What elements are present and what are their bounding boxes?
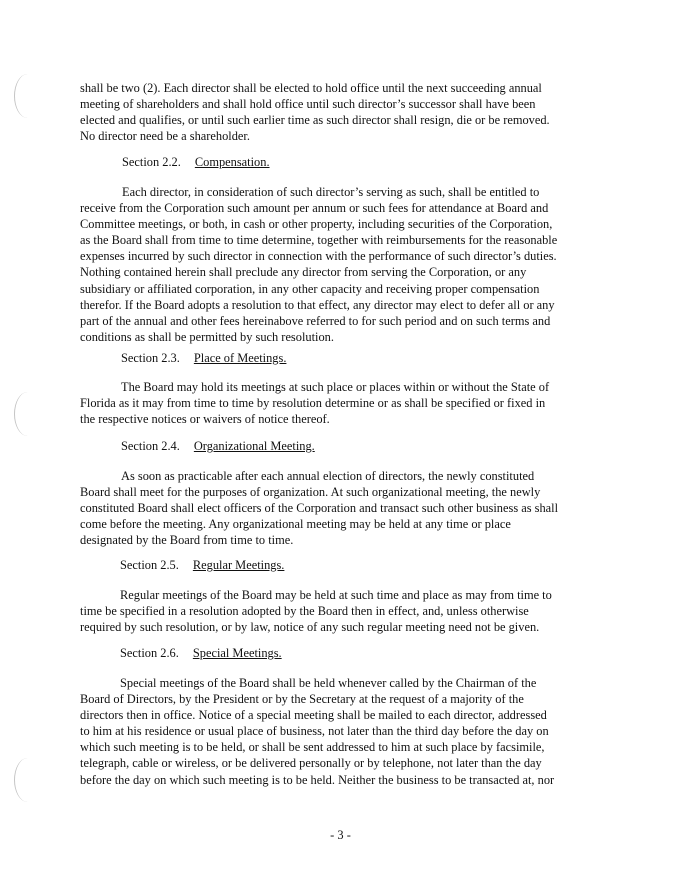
paragraph-line: As soon as practicable after each annual election of directors, the newly constituted (121, 469, 535, 483)
paragraph-line: constituted Board shall elect officers of the Corporation and transact such other business as shall (80, 501, 559, 516)
punch-hole-top (14, 74, 41, 118)
section-number: Section 2.5. (120, 558, 179, 572)
paragraph-line: Regular meetings of the Board may be held at such time and place as may from time to (120, 588, 552, 602)
paragraph-line: designated by the Board from time to time. (80, 533, 294, 548)
paragraph-line: therefor. If the Board adopts a resolution to that effect, any director may elect to defer all or any (80, 297, 555, 312)
section-title: Organizational Meeting. (193, 439, 315, 453)
paragraph-line: subsidiary or affiliated corporation, in any other capacity and receiving proper compensation (80, 281, 540, 296)
paragraph-line: the respective notices or waivers of notice thereof. (80, 412, 330, 427)
paragraph-line: The Board may hold its meetings at such place or places within or without the State of (121, 380, 550, 394)
paragraph-line: elected and qualifies, or until such earlier time as such director shall resign, die or be removed. (80, 113, 550, 128)
section-2-2-heading (122, 154, 270, 170)
section-title: Regular Meetings. (192, 558, 285, 572)
paragraph-line: expenses incurred by such director in connection with the performance of such director’s duties. (80, 249, 557, 264)
paragraph-line: time be specified in a resolution adopted by the Board then in effect, and, unless otherwise (80, 604, 529, 619)
paragraph-line: telegraph, cable or wireless, or be delivered personally or by telephone, not later than the day (80, 756, 542, 771)
section-2-5-body (80, 587, 600, 635)
section-2-3-body (80, 379, 600, 427)
paragraph-line: directors then in office. Notice of a special meeting shall be mailed to each director, addressed (80, 708, 547, 723)
opening-paragraph (80, 80, 600, 144)
paragraph-line: to him at his residence or usual place of business, not later than the third day before the day on (80, 724, 549, 739)
section-title: Special Meetings. (192, 646, 282, 660)
section-number: Section 2.3. (121, 351, 180, 365)
paragraph-line: receive from the Corporation such amount per annum or such fees for attendance at Board and (80, 201, 549, 216)
paragraph-line: Each director, in consideration of such director’s serving as such, shall be entitled to (122, 185, 540, 199)
section-2-3-heading (121, 350, 286, 366)
paragraph-line: Nothing contained herein shall preclude any director from serving the Corporation, or any (80, 265, 527, 280)
section-number: Section 2.2. (122, 155, 181, 169)
paragraph-line: required by such resolution, or by law, notice of any such regular meeting need not be given. (80, 620, 540, 635)
paragraph-line: part of the annual and other fees hereinabove referred to for such period and on such terms and (80, 313, 551, 328)
punch-hole-bottom (14, 758, 41, 802)
section-2-2-body (80, 184, 600, 345)
section-2-6-heading (120, 645, 282, 661)
section-title: Compensation. (194, 155, 270, 169)
section-title: Place of Meetings. (193, 351, 287, 365)
paragraph-line: Florida as it may from time to time by resolution determine or as shall be specified or fixed in (80, 396, 546, 411)
punch-hole-middle (14, 392, 41, 436)
paragraph-line: Committee meetings, or both, in cash or other property, including securities of the Corporation, (80, 217, 553, 232)
section-2-6-body (80, 675, 600, 788)
paragraph-line: conditions as shall be permitted by such resolution. (80, 329, 334, 344)
paragraph-line: Special meetings of the Board shall be held whenever called by the Chairman of the (120, 676, 537, 690)
section-number: Section 2.4. (121, 439, 180, 453)
paragraph-line: shall be two (2). Each director shall be elected to hold office until the next succeeding annual (80, 81, 542, 95)
paragraph-line: meeting of shareholders and shall hold office until such director’s successor shall have been (80, 97, 536, 112)
section-2-5-heading (120, 557, 284, 573)
paragraph-line: before the day on which such meeting is to be held. Neither the business to be transacted at, nor (80, 772, 555, 787)
section-2-4-body (80, 468, 600, 548)
paragraph-line: come before the meeting. Any organizational meeting may be held at any time or place (80, 517, 511, 532)
paragraph-line: which such meeting is to be held, or shall be sent addressed to him at such place by facsimile, (80, 740, 545, 755)
page-number: - 3 - (330, 828, 351, 842)
section-2-4-heading (121, 438, 315, 454)
paragraph-line: Board shall meet for the purposes of organization. At such organizational meeting, the newly (80, 485, 541, 500)
paragraph-line: No director need be a shareholder. (80, 129, 250, 144)
paragraph-line: as the Board shall from time to time determine, together with reimbursements for the reasonable (80, 233, 558, 248)
paragraph-line: Board of Directors, by the President or by the Secretary at the request of a majority of the (80, 692, 524, 707)
section-number: Section 2.6. (120, 646, 179, 660)
